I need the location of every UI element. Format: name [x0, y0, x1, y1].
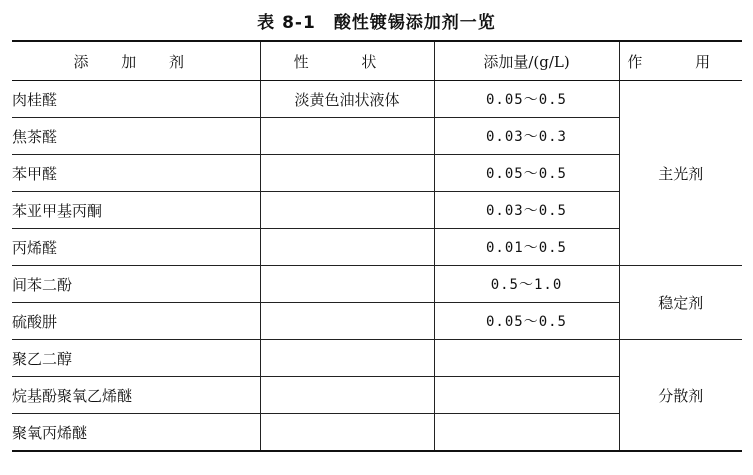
additive-amount: 0.05～0.5 — [434, 81, 619, 118]
additive-name: 烷基酚聚氧乙烯醚 — [12, 377, 260, 414]
additive-property — [260, 192, 434, 229]
additive-name: 聚氧丙烯醚 — [12, 414, 260, 452]
additive-property — [260, 414, 434, 452]
function-group-dispersant: 分散剂 — [619, 340, 742, 452]
additive-name: 焦茶醛 — [12, 118, 260, 155]
additive-name: 丙烯醛 — [12, 229, 260, 266]
table-caption: 酸性镀锡添加剂一览 — [333, 13, 496, 33]
additive-property — [260, 229, 434, 266]
header-amount: 添加量/(g/L) — [434, 41, 619, 81]
additive-name: 聚乙二醇 — [12, 340, 260, 377]
additive-property — [260, 340, 434, 377]
additive-property — [260, 118, 434, 155]
additive-property — [260, 377, 434, 414]
additive-amount: 0.01～0.5 — [434, 229, 619, 266]
function-group-stabilizer: 稳定剂 — [619, 266, 742, 340]
additive-property — [260, 303, 434, 340]
additive-amount: 0.03～0.5 — [434, 192, 619, 229]
table-row — [12, 266, 742, 303]
additive-amount — [434, 340, 619, 377]
additive-name: 肉桂醛 — [12, 81, 260, 118]
additive-amount: 0.03～0.3 — [434, 118, 619, 155]
additive-name: 间苯二酚 — [12, 266, 260, 303]
additive-property: 淡黄色油状液体 — [260, 81, 434, 118]
header-property: 性 状 — [260, 41, 434, 81]
additive-amount: 0.05～0.5 — [434, 155, 619, 192]
table-row — [12, 340, 742, 377]
additive-name: 苯亚甲基丙酮 — [12, 192, 260, 229]
table-row — [12, 81, 742, 118]
additive-name: 苯甲醛 — [12, 155, 260, 192]
additive-amount — [434, 414, 619, 452]
additive-property — [260, 266, 434, 303]
table-title — [0, 8, 753, 33]
header-function: 作 用 — [619, 41, 742, 81]
additive-property — [260, 155, 434, 192]
table-number: 表 8-1 — [257, 13, 316, 33]
additive-amount: 0.05～0.5 — [434, 303, 619, 340]
additive-amount — [434, 377, 619, 414]
header-additive: 添 加 剂 — [12, 41, 260, 81]
table-header-row — [12, 41, 742, 81]
function-group-brightener: 主光剂 — [619, 81, 742, 266]
additives-table — [12, 40, 742, 452]
additive-name: 硫酸肼 — [12, 303, 260, 340]
additive-amount: 0.5～1.0 — [434, 266, 619, 303]
